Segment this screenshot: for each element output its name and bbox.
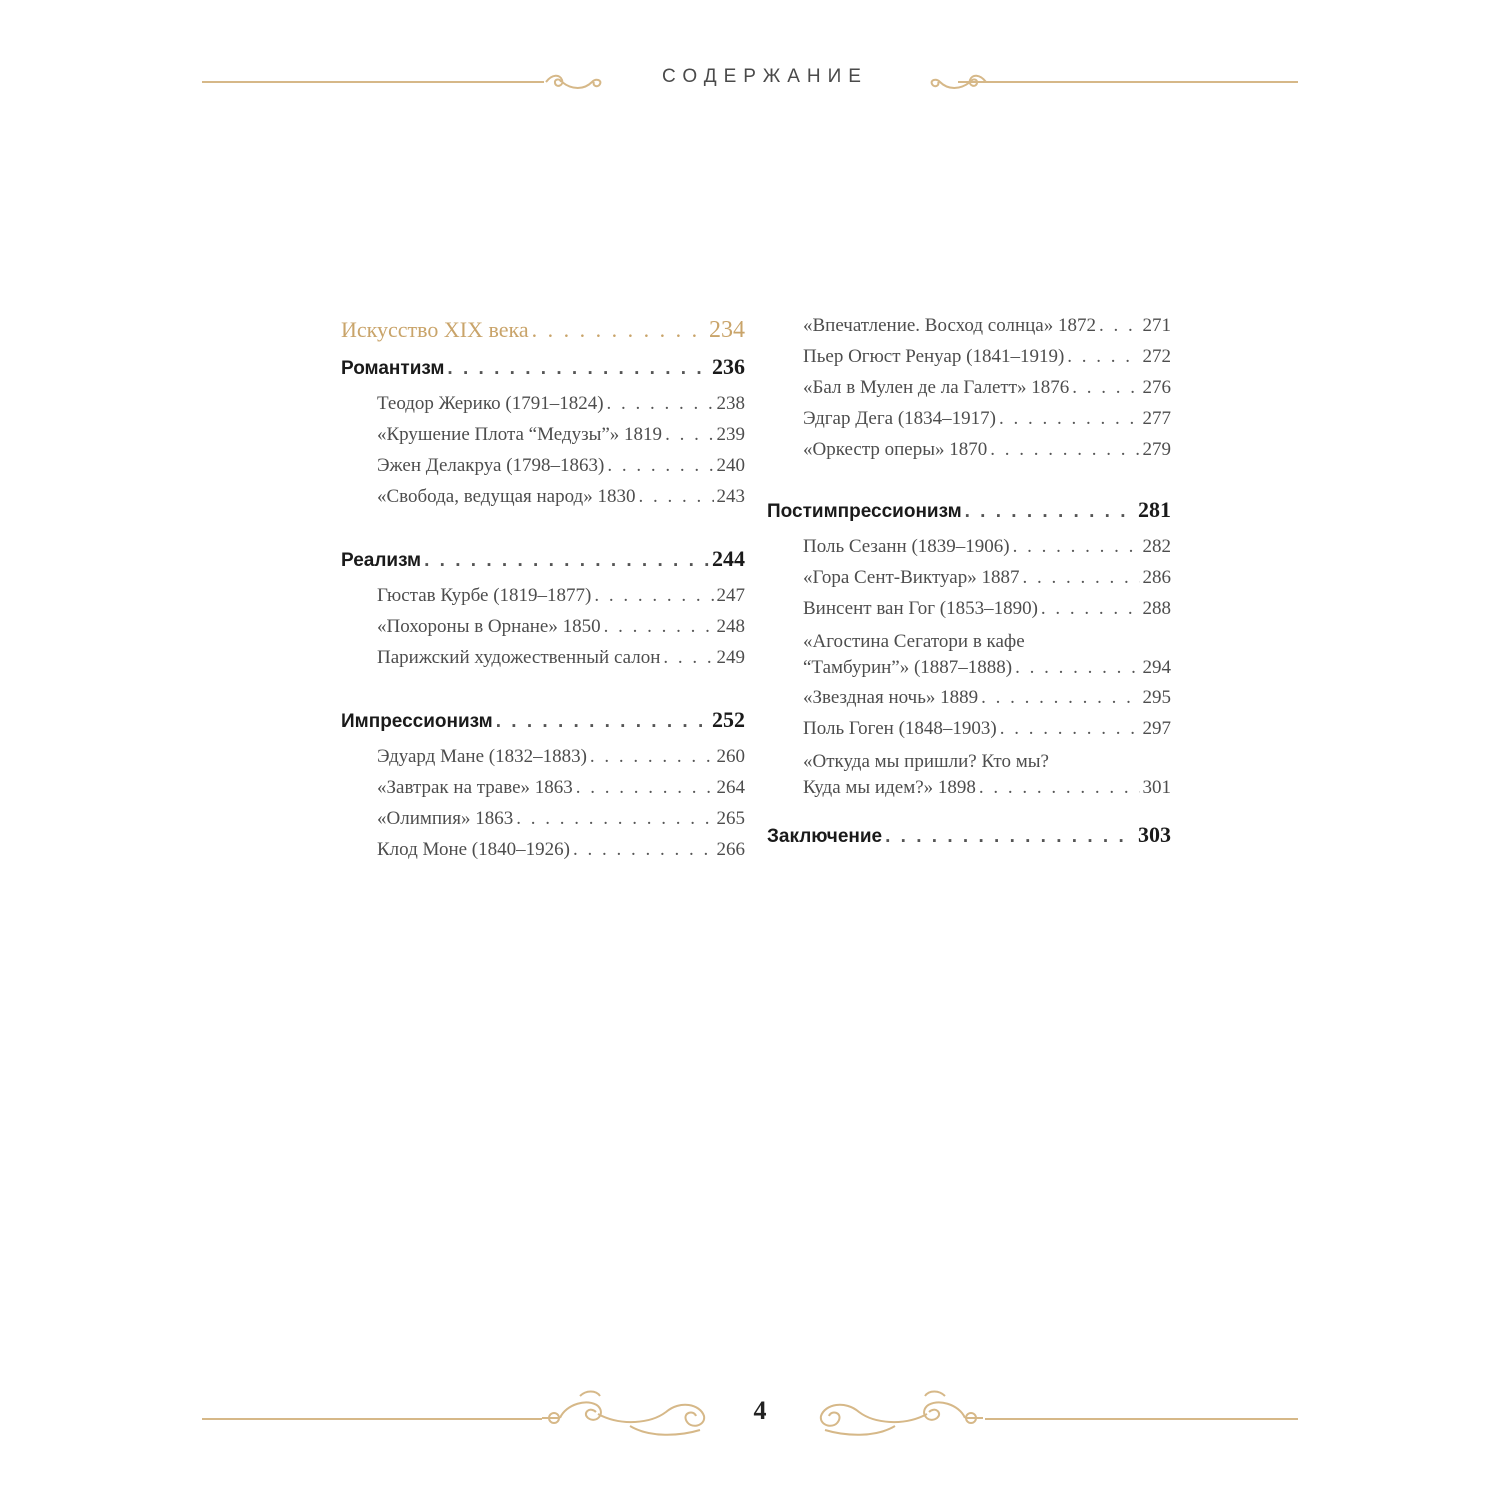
toc-leader-dots (607, 388, 714, 419)
toc-entry-title: «Похороны в Орнане» 1850 (377, 616, 601, 637)
toc-entry-page: 248 (716, 616, 745, 637)
toc-section-entry[interactable] (341, 350, 745, 386)
toc-entry-title: Поль Гоген (1848–1903) (803, 718, 997, 739)
toc-leader-dots (1041, 593, 1140, 624)
toc-entry-page: 276 (1142, 377, 1171, 398)
toc-leader-dots (999, 403, 1140, 434)
toc-entry-page: 282 (1142, 536, 1171, 557)
toc-entry[interactable] (341, 580, 745, 611)
toc-entry-title: Куда мы идем?» 1898 (803, 777, 976, 798)
toc-entry-title: Заключение (767, 826, 883, 847)
flourish-ornament-icon (815, 1386, 985, 1442)
toc-leader-dots (885, 820, 1135, 854)
toc-section (341, 350, 745, 512)
toc-entry-multiline[interactable] (767, 630, 1171, 682)
toc-section-entry[interactable] (767, 493, 1171, 529)
toc-entry-title: «Звездная ночь» 1889 (803, 687, 979, 708)
toc-leader-dots (604, 611, 714, 642)
toc-entry-page: 271 (1142, 315, 1171, 336)
toc-entry[interactable] (767, 372, 1171, 403)
toc-entry-title: «Бал в Мулен де ла Галетт» 1876 (803, 377, 1070, 398)
toc-entry-page: 277 (1142, 408, 1171, 429)
toc-section (341, 703, 745, 865)
toc-leader-dots (1067, 341, 1139, 372)
scroll-ornament-icon (542, 68, 604, 96)
page-footer (0, 1380, 1500, 1450)
flourish-ornament-icon (540, 1386, 710, 1442)
toc-leader-dots (447, 352, 709, 386)
toc-entry-page: 265 (716, 808, 745, 829)
toc-entry[interactable] (341, 450, 745, 481)
toc-entry-page: 247 (716, 585, 745, 606)
toc-leader-dots (990, 434, 1139, 465)
toc-section (341, 542, 745, 673)
toc-entry-title: «Впечатление. Восход солнца» 1872 (803, 315, 1096, 336)
toc-entry[interactable] (341, 388, 745, 419)
header-rule-right (958, 81, 1298, 83)
header-title: СОДЕРЖАНИЕ (662, 66, 868, 87)
toc-section-entry[interactable] (341, 703, 745, 739)
toc-entry-page: 244 (712, 546, 745, 571)
toc-entry-page: 238 (716, 393, 745, 414)
toc-leader-dots (573, 834, 714, 865)
toc-leader-dots (516, 803, 713, 834)
toc-entry-page: 281 (1138, 497, 1171, 522)
toc-entry-title: Импрессионизм (341, 711, 493, 732)
page-header (0, 60, 1500, 104)
toc-leader-dots (979, 774, 1140, 802)
toc-entry-title: Пьер Огюст Ренуар (1841–1919) (803, 346, 1065, 367)
toc-leader-dots (663, 642, 713, 673)
toc-entry-page: 295 (1142, 687, 1171, 708)
toc-entry-page: 239 (716, 424, 745, 445)
toc-entry-page: 260 (716, 746, 745, 767)
toc-leader-dots (1099, 310, 1140, 341)
toc-entry (767, 654, 1171, 682)
toc-entry-title: «Свобода, ведущая народ» 1830 (377, 486, 636, 507)
header-rule-left (202, 81, 544, 83)
toc-entry[interactable] (341, 419, 745, 450)
toc-entry[interactable] (767, 341, 1171, 372)
toc-entry-title: «Гора Сент-Виктуар» 1887 (803, 567, 1020, 588)
toc-entry-page: 288 (1142, 598, 1171, 619)
toc-entry-title: Парижский художественный салон (377, 647, 661, 668)
toc-entry-page: 236 (712, 354, 745, 379)
toc-section-entry[interactable] (341, 542, 745, 578)
toc-entry-title: Искусство XIX века (341, 317, 529, 342)
toc-entry-title-line1: «Агостина Сегатори в кафе (803, 631, 1025, 652)
toc-leader-dots (638, 481, 713, 512)
toc-entry-title: «Завтрак на траве» 1863 (377, 777, 573, 798)
toc-section-continued (767, 310, 1171, 465)
toc-entry-multiline[interactable] (767, 750, 1171, 802)
toc-entry-title: Винсент ван Гог (1853–1890) (803, 598, 1038, 619)
toc-entry-page: 279 (1142, 439, 1171, 460)
toc-entry-title: Поль Сезанн (1839–1906) (803, 536, 1010, 557)
toc-leader-dots (576, 772, 714, 803)
toc-entry[interactable] (767, 531, 1171, 562)
toc-column-right (767, 310, 1171, 856)
toc-entry[interactable] (341, 834, 745, 865)
toc-entry (767, 774, 1171, 802)
toc-leader-dots (1000, 713, 1140, 744)
toc-leader-dots (424, 544, 709, 578)
toc-entry-page: 303 (1138, 822, 1171, 847)
toc-entry-title: «Оркестр оперы» 1870 (803, 439, 988, 460)
toc-leader-dots (607, 450, 713, 481)
toc-leader-dots (1022, 562, 1139, 593)
toc-entry-page: 272 (1142, 346, 1171, 367)
toc-entry[interactable] (767, 403, 1171, 434)
page-number: 4 (753, 1396, 767, 1425)
toc-entry-title: “Тамбурин”» (1887–1888) (803, 657, 1013, 678)
toc-entry[interactable] (341, 772, 745, 803)
toc-entry-title: «Олимпия» 1863 (377, 808, 514, 829)
toc-entry-page: 294 (1142, 657, 1171, 678)
toc-leader-dots (1015, 654, 1139, 682)
toc-entry[interactable] (767, 310, 1171, 341)
toc-entry[interactable] (341, 611, 745, 642)
toc-section-entry[interactable] (767, 818, 1171, 854)
toc-part-entry[interactable] (341, 310, 745, 350)
toc-entry-title: Гюстав Курбе (1819–1877) (377, 585, 592, 606)
toc-entry-page: 301 (1142, 777, 1171, 798)
toc-entry[interactable] (767, 713, 1171, 744)
toc-entry[interactable] (767, 593, 1171, 624)
toc-entry-title: Постимпрессионизм (767, 501, 962, 522)
toc-entry-title: Романтизм (341, 358, 445, 379)
toc-leader-dots (981, 682, 1139, 713)
toc-entry-page: 286 (1142, 567, 1171, 588)
toc-entry[interactable] (341, 481, 745, 512)
toc-entry-page: 264 (716, 777, 745, 798)
toc-column-left (341, 310, 745, 895)
toc-leader-dots (665, 419, 713, 450)
toc-leader-dots (532, 310, 706, 350)
toc-entry-title: Эжен Делакруа (1798–1863) (377, 455, 605, 476)
toc-entry-page: 297 (1142, 718, 1171, 739)
toc-leader-dots (594, 580, 713, 611)
footer-rule-right (985, 1418, 1298, 1420)
toc-entry-title: Теодор Жерико (1791–1824) (377, 393, 604, 414)
toc-leader-dots (1013, 531, 1140, 562)
toc-entry[interactable] (767, 682, 1171, 713)
toc-entry-title: Эдгар Дега (1834–1917) (803, 408, 996, 429)
toc-entry-page: 252 (712, 707, 745, 732)
toc-entry[interactable] (341, 803, 745, 834)
toc-entry-page: 266 (716, 839, 745, 860)
toc-entry-title: «Крушение Плота “Медузы”» 1819 (377, 424, 663, 445)
toc-section (767, 493, 1171, 802)
toc-entry-title: Эдуард Мане (1832–1883) (377, 746, 587, 767)
toc-entry-page: 234 (709, 317, 745, 343)
toc-entry-title: Клод Моне (1840–1926) (377, 839, 570, 860)
toc-entry-title-line1: «Откуда мы пришли? Кто мы? (803, 751, 1049, 772)
toc-leader-dots (590, 741, 714, 772)
toc-entry[interactable] (341, 642, 745, 673)
toc-leader-dots (965, 495, 1135, 529)
toc-entry[interactable] (341, 741, 745, 772)
toc-leader-dots (496, 705, 709, 739)
footer-rule-left (202, 1418, 542, 1420)
toc-entry[interactable] (767, 434, 1171, 465)
toc-entry-page: 240 (716, 455, 745, 476)
toc-entry-page: 243 (716, 486, 745, 507)
toc-entry[interactable] (767, 562, 1171, 593)
toc-leader-dots (1072, 372, 1139, 403)
toc-entry-title: Реализм (341, 550, 422, 571)
toc-entry-page: 249 (716, 647, 745, 668)
